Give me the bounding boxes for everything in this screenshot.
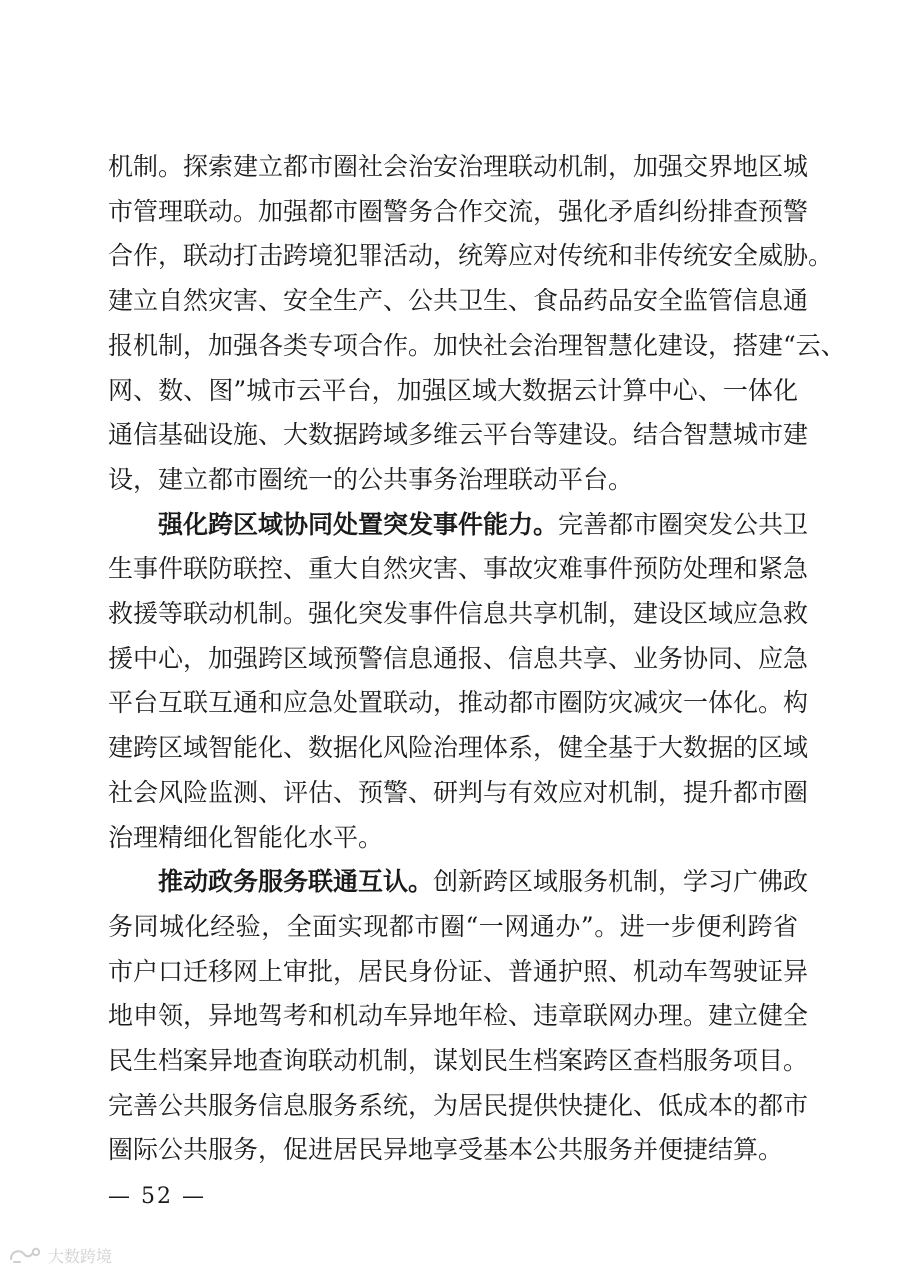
text-line: 生事件联防联控、重大自然灾害、事故灾难事件预防处理和紧急 xyxy=(108,554,809,584)
text-line: 通信基础设施、大数据跨域多维云平台等建设。结合智慧城市建 xyxy=(108,420,809,450)
text-line: 设，建立都市圈统一的公共事务治理联动平台。 xyxy=(108,464,634,494)
text-segment: 完善都市圈突发公共卫 xyxy=(558,509,809,539)
text-line xyxy=(108,503,809,548)
text-line: 报机制，加强各类专项合作。加快社会治理智慧化建设，搭建“云、 xyxy=(108,330,846,360)
text-line: 建立自然灾害、安全生产、公共卫生、食品药品安全监管信息通 xyxy=(108,286,809,316)
text-segment: 创新跨区域服务机制，学习广佛政 xyxy=(433,867,809,897)
watermark-logo-icon xyxy=(8,1245,42,1265)
page-number: — 52 — xyxy=(108,1184,206,1209)
text-line: 救援等联动机制。强化突发事件信息共享机制，建设区域应急救 xyxy=(108,599,809,629)
text-line: 市管理联动。加强都市圈警务合作交流，强化矛盾纠纷排查预警 xyxy=(108,196,809,226)
watermark-text: 大数跨境 xyxy=(48,1246,113,1266)
text-line: 市户口迁移网上审批，居民身份证、普通护照、机动车驾驶证异 xyxy=(108,956,809,986)
text-line: 务同城化经验，全面实现都市圈“一网通办”。进一步便利跨省 xyxy=(108,911,798,941)
text-line: 社会风险监测、评估、预警、研判与有效应对机制，提升都市圈 xyxy=(108,777,809,807)
text-line: 援中心，加强跨区域预警信息通报、信息共享、业务协同、应急 xyxy=(108,643,809,673)
watermark xyxy=(8,1243,112,1267)
text-line xyxy=(108,860,809,905)
text-line: 建跨区域智能化、数据化风险治理体系，健全基于大数据的区域 xyxy=(108,733,809,763)
text-line: 合作，联动打击跨境犯罪活动，统筹应对传统和非传统安全威胁。 xyxy=(108,241,834,271)
text-line: 网、数、图”城市云平台，加强区域大数据云计算中心、一体化 xyxy=(108,375,798,405)
text-line: 完善公共服务信息服务系统，为居民提供快捷化、低成本的都市 xyxy=(108,1090,809,1120)
text-line: 民生档案异地查询联动机制，谋划民生档案跨区查档服务项目。 xyxy=(108,1046,809,1076)
paragraph-emergency-response xyxy=(108,503,809,861)
text-line: 平台互联互通和应急处置联动，推动都市圈防灾减灾一体化。构 xyxy=(108,688,809,718)
paragraph-lead-heading: 推动政务服务联通互认。 xyxy=(158,867,434,897)
text-line: 机制。探索建立都市圈社会治安治理联动机制，加强交界地区城 xyxy=(108,152,809,181)
text-line: 地申领，异地驾考和机动车异地年检、违章联网办理。建立健全 xyxy=(108,1001,809,1031)
text-line: 治理精细化智能化水平。 xyxy=(108,822,384,852)
text-line: 圈际公共服务，促进居民异地享受基本公共服务并便捷结算。 xyxy=(108,1135,784,1165)
body-text xyxy=(108,145,846,1173)
paragraph-social-governance xyxy=(108,145,846,503)
paragraph-lead-heading: 强化跨区域协同处置突发事件能力。 xyxy=(158,509,559,539)
paragraph-government-services xyxy=(108,860,809,1173)
